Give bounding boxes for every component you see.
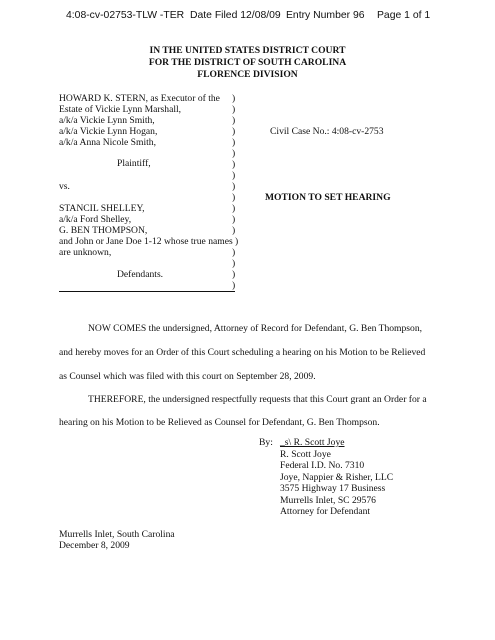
defendant-line: and John or Jane Doe 1-12 whose true names [59,236,233,247]
defendants-label: Defendants. [117,269,164,280]
caption-parenthesis: ) [232,159,236,170]
caption-parenthesis: ) [232,247,236,258]
body-paragraph-2-line-1: THEREFORE, the undersigned respectfully requests that this Court grant an Order for a [88,394,427,405]
defendant-line: a/k/a Ford Shelley, [59,214,132,225]
body-paragraph-1-line-2: and hereby moves for an Order of this Court scheduling a hearing on his Motion to be Relieved [59,347,426,358]
signature-line: _s\ R. Scott Joye [280,437,345,448]
header-page-number: Page 1 of 1 [377,10,431,21]
header-date-filed: Date Filed 12/08/09 [190,10,281,21]
caption-parenthesis: ) [232,93,236,104]
caption-parenthesis: ) [232,148,236,159]
caption-underline [59,291,235,292]
caption-parenthesis: ) [232,104,236,115]
signature-detail: Joye, Nappier & Risher, LLC [280,472,394,483]
caption-parenthesis: ) [232,214,236,225]
motion-title: MOTION TO SET HEARING [265,192,391,203]
caption-parenthesis: ) [232,280,236,291]
signature-detail: 3575 Highway 17 Business [280,483,386,494]
defendant-line: are unknown, [59,247,112,258]
signature-detail: Murrells Inlet, SC 29576 [280,495,376,506]
plaintiff-line: a/k/a Anna Nicole Smith, [59,137,156,148]
header-entry-number: Entry Number 96 [286,10,365,21]
court-title-line-2: FOR THE DISTRICT OF SOUTH CAROLINA [148,57,347,68]
court-title-line-1: IN THE UNITED STATES DISTRICT COURT [149,45,346,56]
plaintiff-line: Estate of Vickie Lynn Marshall, [59,104,182,115]
signature-detail: R. Scott Joye [280,449,331,460]
signature-detail: Attorney for Defendant [280,506,371,517]
caption-parenthesis: ) [232,269,236,280]
footer-place: Murrells Inlet, South Carolina [59,529,175,540]
plaintiff-line: a/k/a Vickie Lynn Smith, [59,115,155,126]
caption-parenthesis: ) [232,115,236,126]
footer-date: December 8, 2009 [59,540,130,551]
defendant-line: G. BEN THOMPSON, [59,225,148,236]
plaintiff-line: HOWARD K. STERN, as Executor of the [59,93,220,104]
caption-parenthesis: ) [232,225,236,236]
caption-parenthesis: ) [232,181,236,192]
caption-parenthesis: ) [232,258,236,269]
caption-parenthesis: ) [232,192,236,203]
body-paragraph-2-line-2: hearing on his Motion to be Relieved as Counsel for Defendant, G. Ben Thompson. [59,417,380,428]
caption-parenthesis: ) [235,236,239,247]
versus-label: vs. [59,181,70,192]
body-paragraph-1-line-1: NOW COMES the undersigned, Attorney of Record for Defendant, G. Ben Thompson, [88,323,423,334]
caption-parenthesis: ) [232,170,236,181]
caption-parenthesis: ) [232,203,236,214]
civil-case-number: Civil Case No.: 4:08-cv-2753 [270,126,384,137]
caption-parenthesis: ) [232,137,236,148]
signature-by-label: By: [259,437,273,448]
court-title-line-3: FLORENCE DIVISION [197,69,298,80]
defendant-line: STANCIL SHELLEY, [59,203,145,214]
plaintiff-line: a/k/a Vickie Lynn Hogan, [59,126,158,137]
body-paragraph-1-line-3: as Counsel which was filed with this court on September 28, 2009. [59,371,316,382]
header-case-number: 4:08-cv-02753-TLW -TER [66,10,185,21]
caption-parenthesis: ) [232,126,236,137]
signature-detail: Federal I.D. No. 7310 [280,460,365,471]
plaintiff-label: Plaintiff, [117,158,151,169]
